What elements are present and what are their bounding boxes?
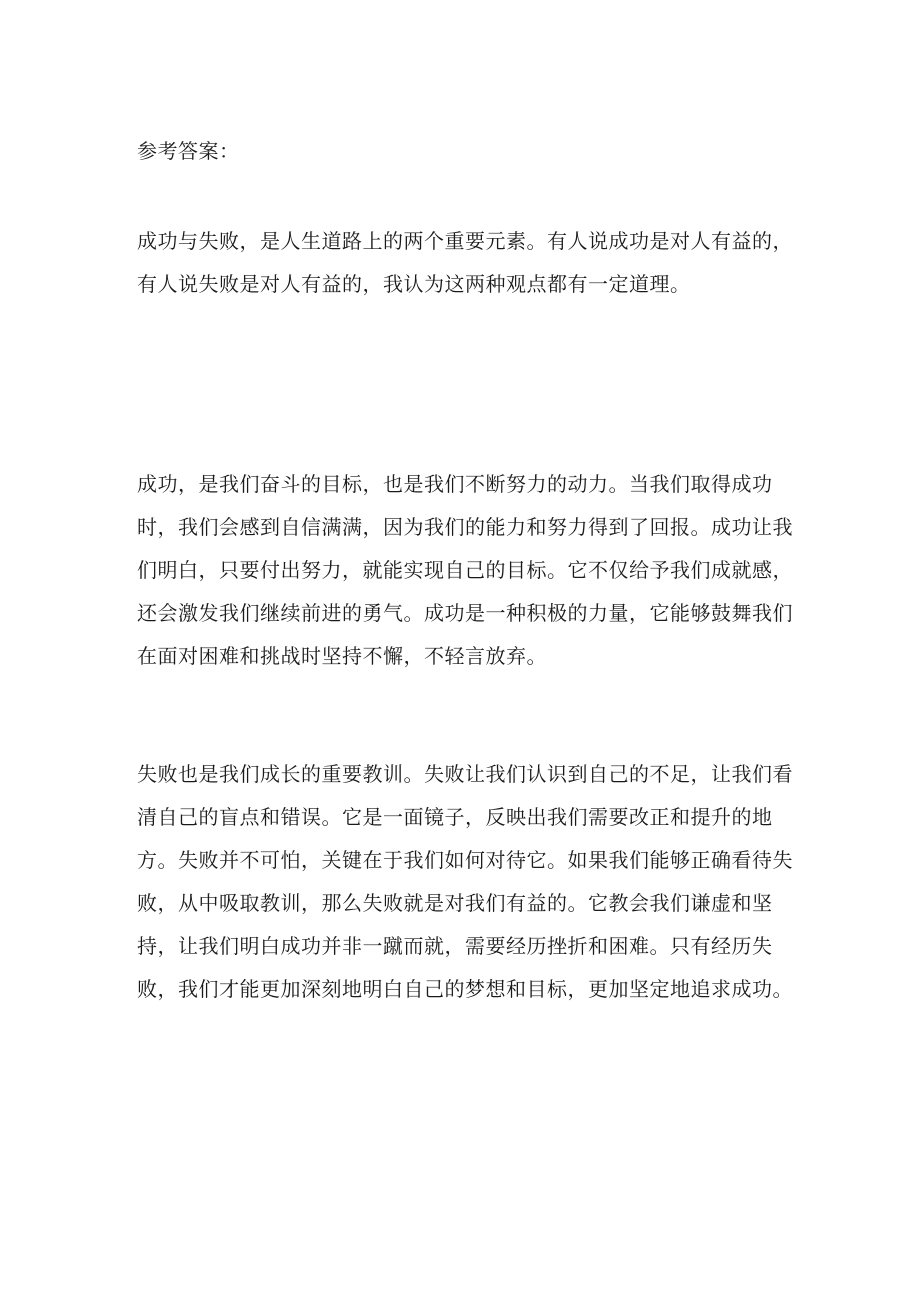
answer-heading: 参考答案：: [137, 139, 240, 163]
paragraph-success: 成功，是我们奋斗的目标，也是我们不断努力的动力。当我们取得成功时，我们会感到自信满满，因为我们的能力和努力得到了回报。成功让我们明白，只要付出努力，就能实现自己的目标。它不仅给予我们成就感，还会激发我们继续前进的勇气。成功是一种积极的力量，它能够鼓舞我们在面对困难和挑战时坚持不懈，不轻言放弃。: [137, 472, 793, 668]
paragraph-intro: 成功与失败，是人生道路上的两个重要元素。有人说成功是对人有益的，有人说失败是对人有益的，我认为这两种观点都有一定道理。: [137, 229, 793, 296]
paragraph-failure: 失败也是我们成长的重要教训。失败让我们认识到自己的不足，让我们看清自己的盲点和错误。它是一面镜子，反映出我们需要改正和提升的地方。失败并不可怕，关键在于我们如何对待它。如果我们能够正确看待失败，从中吸取教训，那么失败就是对我们有益的。它教会我们谦虚和坚持，让我们明白成功并非一蹴而就，需要经历挫折和困难。只有经历失败，我们才能更加深刻地明白自己的梦想和目标，更加坚定地追求成功。: [137, 762, 793, 1001]
